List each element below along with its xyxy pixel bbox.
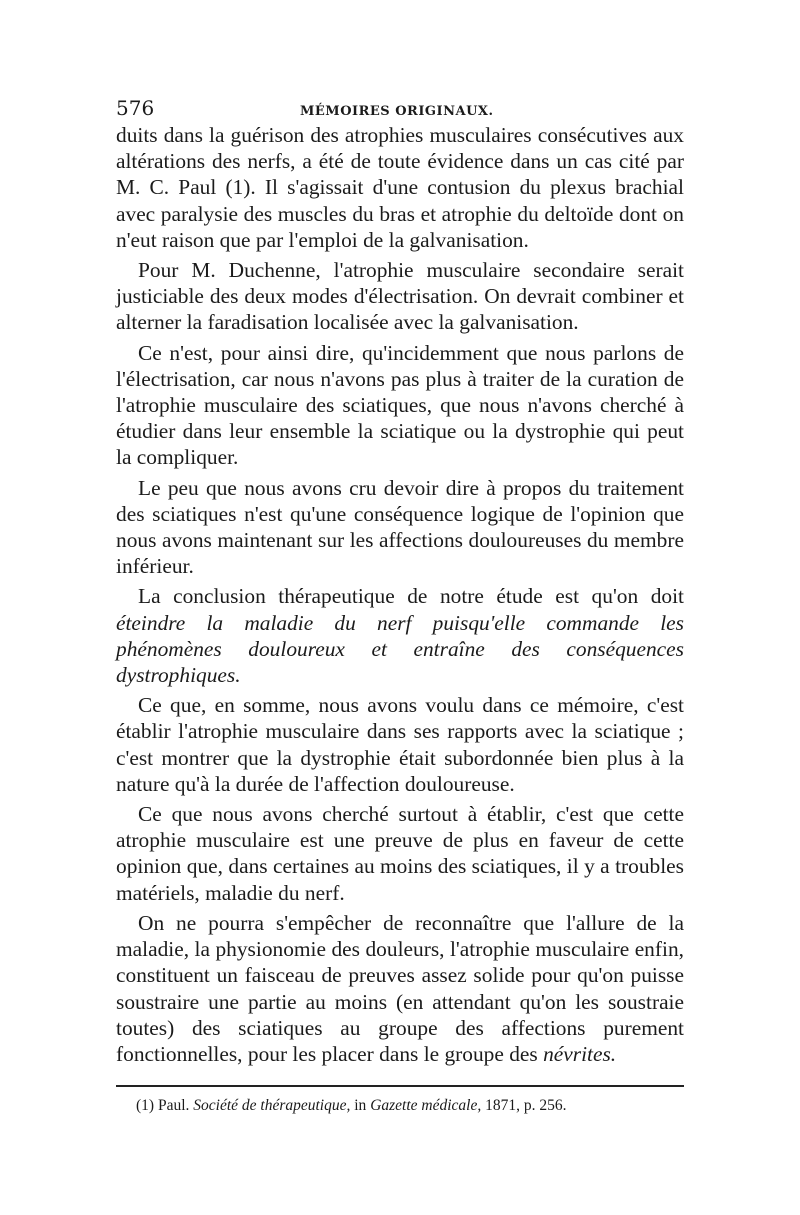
running-title: MÉMOIRES ORIGINAUX. bbox=[300, 104, 494, 119]
footnote-journal: Gazette médicale, bbox=[370, 1097, 482, 1115]
footnote bbox=[116, 1097, 684, 1115]
paragraph-final: On ne pourra s'empêcher de reconnaître que l'allure de la maladie, la physionomie des douleurs, l'atrophie musculaire enfin, constituent un faisceau de preuves assez solide pour qu'on puisse soustraire une partie au moins (en attendant qu'on les soustraie toutes) des sciatiques au groupe des affections purement fonctionnelles, pour les placer dans le groupe des névrites. bbox=[116, 910, 684, 1066]
book-page bbox=[116, 96, 684, 1115]
paragraph: Ce que nous avons cherché surtout à établir, c'est que cette atrophie musculaire est une preuve de plus en faveur de cette opinion que, dans certaines au moins des sciatiques, il y a troubles matériels, maladie du nerf. bbox=[116, 802, 684, 905]
footnote-ref: 1871, p. 256. bbox=[485, 1097, 567, 1115]
footnote-marker: (1) bbox=[136, 1097, 155, 1115]
paragraph-conclusion: La conclusion thérapeutique de notre étude est qu'on doit éteindre la maladie du nerf puisqu'elle commande les phénomènes douloureux et entraîne des conséquences dystrophiques. bbox=[116, 584, 684, 688]
footnote-title: Société de thérapeutique, bbox=[193, 1097, 351, 1115]
page-header bbox=[116, 96, 684, 122]
paragraph: duits dans la guérison des atrophies musculaires consécutives aux altérations des nerfs, a été de toute évidence dans un cas cité par M. C. Paul (1). Il s'agissait d'une contusion du plexus brachial avec paralysie des muscles du bras et atrophie du deltoïde dont on n'eut raison que par l'emploi de la galvanisation. bbox=[116, 123, 684, 252]
paragraph: Le peu que nous avons cru devoir dire à propos du traitement des sciatiques n'est qu'une conséquence logique de l'opinion que nous avons maintenant sur les affections douloureuses du membre inférieur. bbox=[116, 475, 684, 579]
footnote-rule bbox=[116, 1085, 684, 1087]
footnote-in: in bbox=[354, 1097, 367, 1115]
italic-conclusion: éteindre la maladie du nerf puisqu'elle commande les phénomènes douloureux et entraîne des conséquences dystrophiques. bbox=[116, 610, 684, 688]
italic-nevrites: névrites. bbox=[543, 1041, 617, 1066]
paragraph: Pour M. Duchenne, l'atrophie musculaire secondaire serait justiciable des deux modes d'électrisation. On devrait combiner et alterner la faradisation localisée avec la galvanisation. bbox=[116, 258, 684, 335]
paragraph: Ce que, en somme, nous avons voulu dans ce mémoire, c'est établir l'atrophie musculaire dans ses rapports avec la sciatique ; c'est montrer que la dystrophie était subordonnée bien plus à la nature qu'à la durée de l'affection douloureuse. bbox=[116, 693, 684, 796]
page-number: 576 bbox=[116, 96, 155, 120]
paragraph: Ce n'est, pour ainsi dire, qu'incidemment que nous parlons de l'électrisation, car nous n'avons pas plus à traiter de la curation de l'atrophie musculaire des sciatiques, que nous n'avons cherché à étudier dans leur ensemble la sciatique ou la dystrophie qui peut la compliquer. bbox=[116, 340, 684, 470]
footnote-author: Paul. bbox=[157, 1097, 190, 1115]
